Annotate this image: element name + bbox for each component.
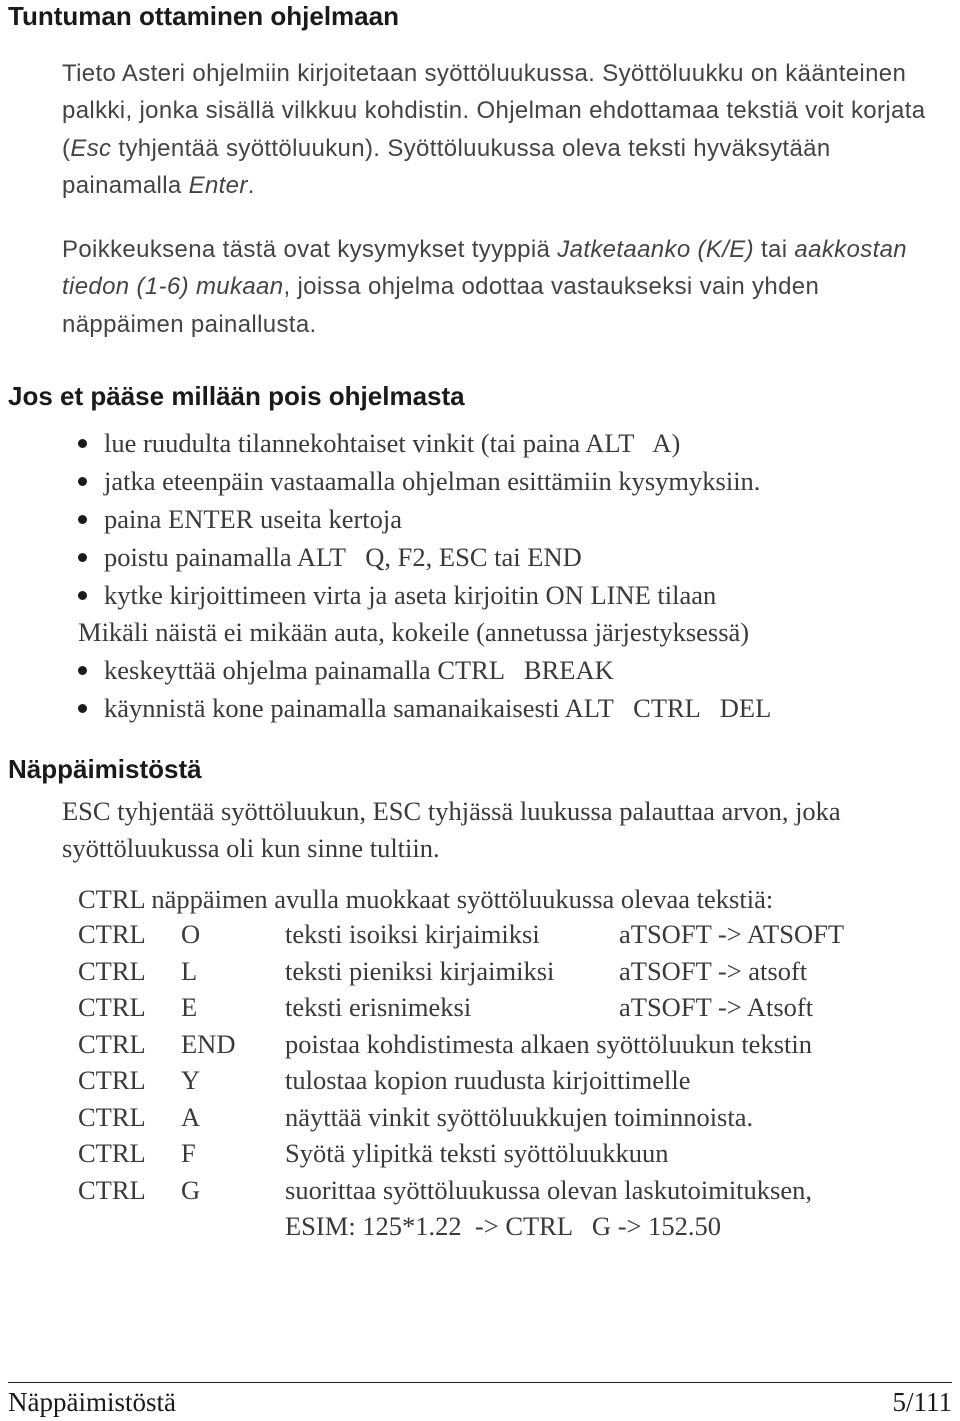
shortcut-key-cell: E	[181, 992, 198, 1022]
section-heading-escape: Jos et pääse millään pois ohjelmasta	[8, 381, 465, 411]
description-cell: teksti erisnimeksi	[285, 992, 472, 1022]
exception-text-1: Poikkeuksena tästä ovat kysymykset tyyppiä	[62, 236, 558, 263]
ctrl-key-cell: CTRL	[78, 955, 146, 986]
list-item-text: käynnistä kone painamalla samanaikaisesti ALT CTRL DEL	[104, 693, 772, 723]
bullet-icon	[78, 553, 87, 562]
bullet-icon	[78, 666, 87, 675]
list-item	[78, 500, 760, 538]
shortcut-key-cell: Y	[181, 1065, 201, 1095]
exception-paragraph	[62, 231, 942, 343]
description-cell: teksti pieniksi kirjaimiksi	[285, 955, 555, 986]
shortcut-key-cell: O	[181, 919, 201, 949]
exception-text-2: tai	[753, 236, 795, 263]
page-number: 5/111	[892, 1387, 952, 1417]
example-cell: aTSOFT -> ATSOFT	[619, 919, 845, 949]
list-item	[78, 424, 760, 462]
ctrl-key-cell: CTRL	[78, 1101, 146, 1132]
footer-divider	[8, 1382, 952, 1383]
shortcut-key-cell: END	[181, 1028, 236, 1059]
list-item	[78, 651, 771, 689]
bullet-icon	[78, 704, 87, 713]
intro-text-2: tyhjentää syöttöluukun). Syöttöluukussa oleva teksti hyväksytään painamalla	[62, 134, 831, 199]
bullet-icon	[78, 439, 87, 448]
ctrl-intro: CTRL näppäimen avulla muokkaat syöttöluukussa olevaa tekstiä:	[78, 884, 774, 914]
description-cell: teksti isoiksi kirjaimiksi	[285, 919, 540, 949]
list-item	[78, 462, 760, 500]
description-cell: Syötä ylipitkä teksti syöttöluukkuun	[285, 1138, 669, 1168]
exception-italic-1: Jatketaanko (K/E)	[557, 236, 754, 263]
section-heading-intro: Tuntuman ottaminen ohjelmaan	[8, 1, 399, 31]
footer-section-name: Näppäimistöstä	[8, 1387, 176, 1417]
list-item-text: kytke kirjoittimeen virta ja aseta kirjoitin ON LINE tilaan	[104, 580, 717, 610]
section-heading-keyboard: Näppäimistöstä	[8, 754, 202, 784]
ctrl-key-cell: CTRL	[78, 1138, 146, 1168]
description-cell: ESIM: 125*1.22 -> CTRL G -> 152.50	[285, 1211, 721, 1241]
exception-italic-2: aakkostan tiedon (1-6) mukaan	[62, 236, 907, 301]
description-cell: poistaa kohdistimesta alkaen syöttöluukun tekstin	[285, 1028, 812, 1059]
ctrl-key-cell: CTRL	[78, 919, 146, 949]
list-item-text: poistu painamalla ALT Q, F2, ESC tai END	[104, 542, 582, 572]
ctrl-key-cell: CTRL	[78, 992, 146, 1022]
shortcut-key-cell: G	[181, 1174, 201, 1205]
list-item-text: paina ENTER useita kertoja	[104, 504, 403, 534]
escape-tips-list	[78, 424, 760, 614]
list-item	[78, 576, 760, 614]
shortcut-key-cell: F	[181, 1138, 196, 1168]
description-cell: näyttää vinkit syöttöluukkujen toiminnoista.	[285, 1101, 754, 1132]
list-item	[78, 689, 771, 727]
ctrl-key-cell: CTRL	[78, 1065, 146, 1095]
example-cell: aTSOFT -> atsoft	[619, 955, 808, 986]
exception-text-3: , joissa ohjelma odottaa vastaukseksi vain yhden näppäimen painallusta.	[62, 273, 820, 338]
enter-key-label: Enter	[188, 171, 248, 199]
description-cell: suorittaa syöttöluukussa olevan laskutoimituksen,	[285, 1174, 812, 1205]
description-cell: tulostaa kopion ruudusta kirjoittimelle	[285, 1065, 691, 1095]
list-item-text: jatka eteenpäin vastaamalla ohjelman esittämiin kysymyksiin.	[104, 466, 761, 496]
bullet-icon	[78, 515, 87, 524]
fallback-note: Mikäli näistä ei mikään auta, kokeile (annetussa järjestyksessä)	[78, 617, 750, 647]
intro-paragraph	[62, 55, 942, 204]
list-item-text: lue ruudulta tilannekohtaiset vinkit (tai paina ALT A)	[104, 428, 681, 458]
list-item-text: keskeyttää ohjelma painamalla CTRL BREAK	[104, 655, 614, 685]
esc-key-label: Esc	[70, 134, 112, 162]
shortcut-key-cell: A	[181, 1101, 201, 1132]
intro-text-3: .	[247, 171, 255, 199]
ctrl-key-cell: CTRL	[78, 1028, 146, 1059]
list-item	[78, 538, 760, 576]
bullet-icon	[78, 477, 87, 486]
shortcut-key-cell: L	[181, 955, 198, 986]
ctrl-key-cell: CTRL	[78, 1174, 146, 1205]
bullet-icon	[78, 591, 87, 600]
esc-description: ESC tyhjentää syöttöluukun, ESC tyhjässä luukussa palauttaa arvon, joka syöttöluukussa oli kun sinne tultiin.	[62, 796, 841, 863]
example-cell: aTSOFT -> Atsoft	[619, 992, 814, 1022]
intro-text-1: Tieto Asteri ohjelmiin kirjoitetaan syöttöluukussa. Syöttöluukku on käänteinen palkki, jonka sisällä vilkkuu kohdistin. Ohjelman ehdottamaa tekstiä voit korjata (	[62, 60, 926, 162]
fallback-tips-list	[78, 651, 771, 727]
